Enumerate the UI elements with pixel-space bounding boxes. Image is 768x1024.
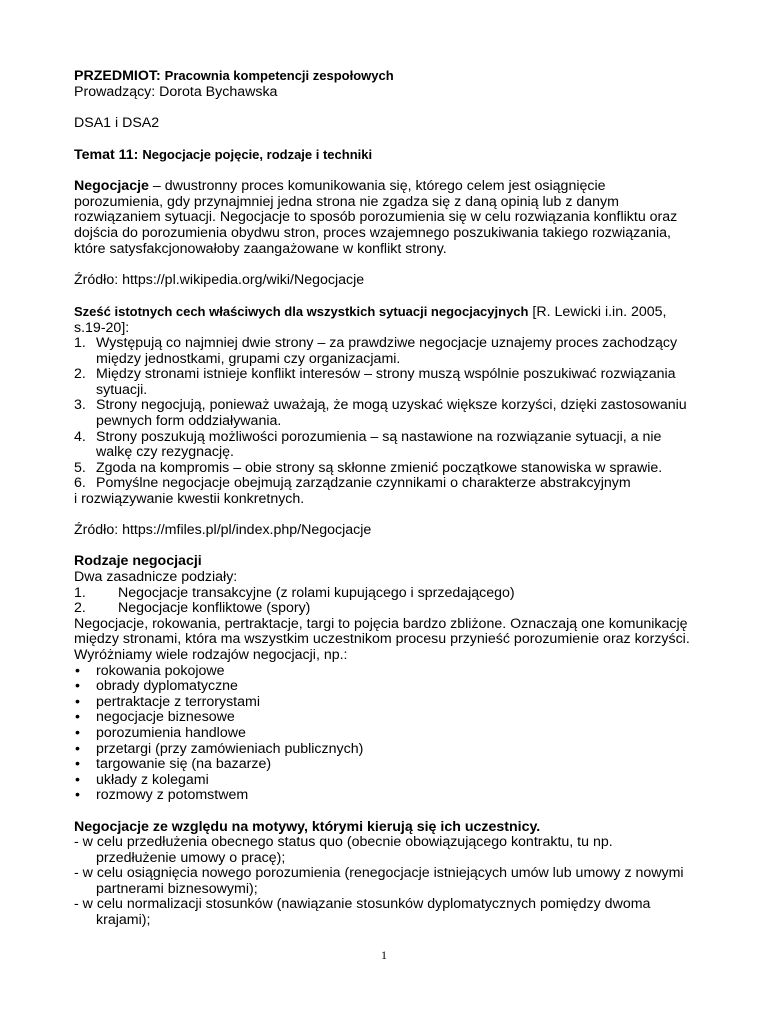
bullet-icon: • bbox=[75, 740, 80, 757]
bullet-icon: • bbox=[75, 709, 80, 726]
list-item: • rokowania pokojowe bbox=[75, 662, 225, 679]
document-page bbox=[74, 68, 694, 929]
bullet-icon: • bbox=[75, 678, 80, 695]
definition-paragraph bbox=[74, 179, 694, 257]
bullet-icon: • bbox=[75, 662, 80, 679]
list-item: • układy z kolegami bbox=[75, 771, 209, 788]
topic-label: Temat 11: bbox=[74, 146, 139, 163]
features-heading-line bbox=[74, 304, 694, 336]
bullet-icon: • bbox=[75, 756, 80, 773]
features-list bbox=[74, 336, 694, 492]
page-number: 1 bbox=[381, 948, 387, 962]
motives-heading: Negocjacje ze względu na motywy, którymi kierują się ich uczestnicy. bbox=[74, 818, 541, 835]
list-item: 2. Między stronami istnieje konflikt interesów – strony muszą wspólnie poszukiwać rozwiązania sytuacji. bbox=[74, 366, 676, 398]
list-item: • targowanie się (na bazarze) bbox=[75, 756, 272, 773]
features-continuation: i rozwiązywanie kwestii konkretnych. bbox=[74, 491, 305, 508]
features-source: Źródło: https://mfiles.pl/pl/index.php/Negocjacje bbox=[74, 522, 372, 539]
bullet-icon: • bbox=[75, 787, 80, 804]
topic-line bbox=[74, 147, 694, 164]
examples-list bbox=[74, 664, 694, 804]
list-item: 5. Zgoda na kompromis – obie strony są skłonne zmienić początkowe stanowiska w sprawie. bbox=[74, 459, 663, 476]
groups-line: DSA1 i DSA2 bbox=[74, 114, 160, 131]
list-item: 3. Strony negocjują, ponieważ uważają, że mogą uzyskać większe korzyści, dzięki zastosowaniu pewnych form oddziaływania. bbox=[74, 397, 687, 430]
topic-value: Negocjacje pojęcie, rodzaje i techniki bbox=[142, 146, 373, 162]
teacher-line: Prowadzący: Dorota Bychawska bbox=[74, 83, 278, 100]
definition-source: Źródło: https://pl.wikipedia.org/wiki/Negocjacje bbox=[74, 271, 365, 288]
list-item: 1. Występują co najmniej dwie strony – za prawdziwe negocjacje uznajemy proces zachodzący między jednostkami, grupami czy organizacjami. bbox=[74, 335, 678, 367]
motive-item: - w celu przedłużenia obecnego status quo (obecnie obowiązującego kontraktu, tu np. przedłużenie umowy o pracę); bbox=[74, 834, 613, 866]
bullet-icon: • bbox=[75, 724, 80, 741]
bullet-icon: • bbox=[75, 693, 80, 710]
motive-item: - w celu osiągnięcia nowego porozumienia (renegocjacje istniejących umów lub umowy z nowymi partnerami biznesowymi); bbox=[74, 865, 684, 897]
bullet-icon: • bbox=[75, 771, 80, 788]
list-item: • rozmowy z potomstwem bbox=[75, 787, 249, 804]
types-heading: Rodzaje negocjacji bbox=[74, 553, 202, 570]
subject-value: Pracownia kompetencji zespołowych bbox=[164, 68, 394, 83]
motive-item: - w celu normalizacji stosunków (nawiązanie stosunków dyplomatycznych pomiędzy dwoma krajami); bbox=[74, 896, 651, 929]
list-item: • obrady dyplomatyczne bbox=[75, 678, 238, 695]
list-item: • pertraktacje z terrorystami bbox=[75, 693, 260, 710]
definition-term: Negocjacje bbox=[74, 178, 149, 195]
features-citation: [R. Lewicki i.in. 2005, s.19-20]: bbox=[74, 303, 667, 336]
list-item: 6. Pomyślne negocjacje obejmują zarządzanie czynnikami o charakterze abstrakcyjnym bbox=[74, 475, 631, 492]
list-item: 2. Negocjacje konfliktowe (spory) bbox=[74, 600, 311, 617]
list-item: • negocjacje biznesowe bbox=[75, 709, 235, 726]
types-intro: Dwa zasadnicze podziały: bbox=[74, 569, 238, 585]
subject-line bbox=[74, 68, 694, 85]
list-item: 1. Negocjacje transakcyjne (z rolami kupującego i sprzedającego) bbox=[74, 584, 515, 601]
features-heading: Sześć istotnych cech właściwych dla wszystkich sytuacji negocjacyjnych bbox=[74, 303, 529, 319]
list-item: • porozumienia handlowe bbox=[75, 724, 246, 741]
list-item: 4. Strony poszukują możliwości porozumienia – są nastawione na rozwiązanie sytuacji, a nie walkę czy rezygnację. bbox=[74, 428, 662, 461]
list-item: • przetargi (przy zamówieniach publicznych) bbox=[75, 740, 364, 757]
subject-label: PRZEDMIOT: bbox=[74, 68, 161, 84]
types-paragraph: Negocjacje, rokowania, pertraktacje, targi to pojęcia bardzo zbliżone. Oznaczają one komunikację między stronami, która ma wszystkim uczestnikom procesu przynieść porozumienie oraz korzyści. Wyróżniamy wiele rodzajów negocjacji, np.: bbox=[74, 615, 690, 663]
divisions-list bbox=[74, 586, 694, 617]
definition-text: – dwustronny proces komunikowania się, którego celem jest osiągnięcie porozumienia, gdy przynajmniej jedna strona nie zgadza się z daną opinią lub z danym rozwiązaniem sytuacji. Negocjacje to sposób porozumienia się w celu rozwiązania konfliktu oraz dojścia do porozumienia obydwu stron, proces wzajemnego poszukiwania takiego rozwiązania, które satysfakcjonowałoby zaangażowane w konflikt strony. bbox=[74, 178, 678, 257]
